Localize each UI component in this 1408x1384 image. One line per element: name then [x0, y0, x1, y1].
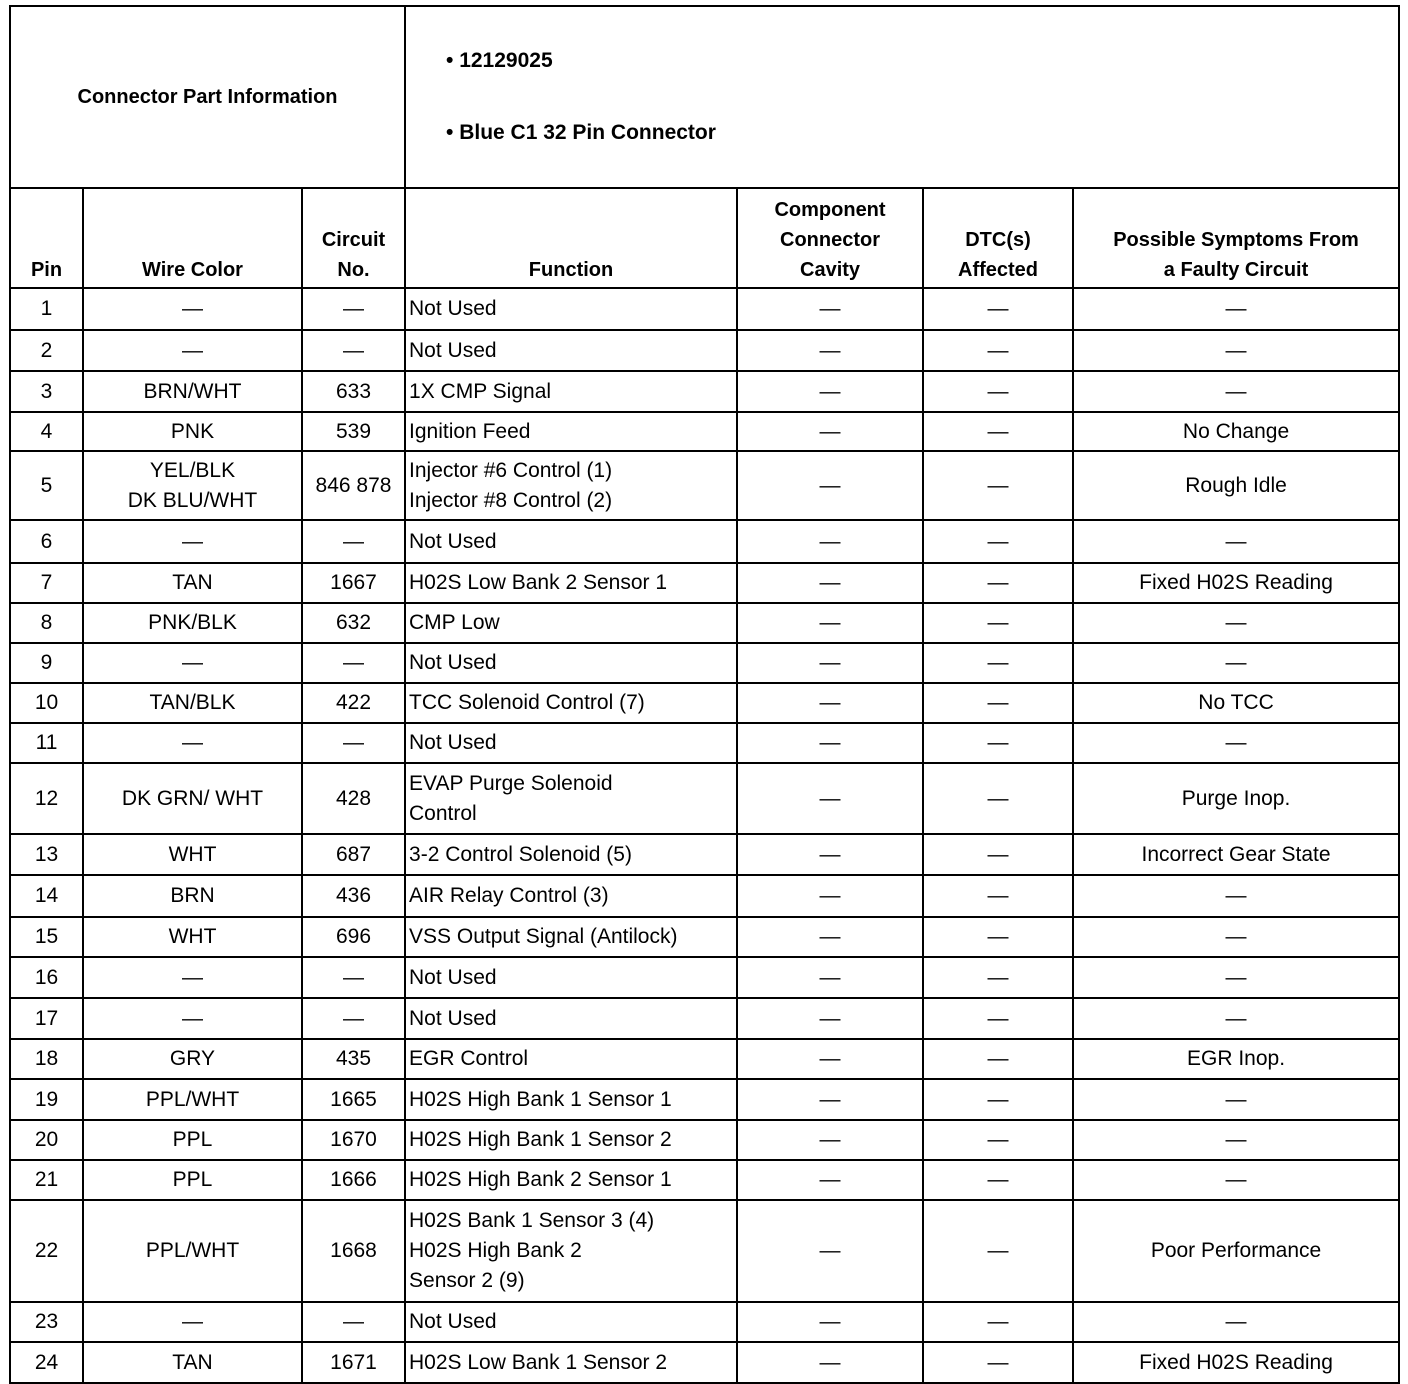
cell-component-cavity: —: [737, 957, 923, 998]
table-row: [10, 1160, 1399, 1200]
cell-component-cavity: —: [737, 998, 923, 1039]
cell-dtc-affected: —: [923, 1160, 1073, 1200]
cell-possible-symptoms: Poor Performance: [1073, 1200, 1399, 1302]
cell-wire-color: BRN: [83, 875, 302, 917]
cell-circuit-no: 1668: [302, 1200, 405, 1302]
cell-wire-color: DK GRN/ WHT: [83, 763, 302, 834]
cell-circuit-no: 539: [302, 412, 405, 451]
cell-dtc-affected: —: [923, 763, 1073, 834]
cell-wire-color: —: [83, 330, 302, 371]
table-row: [10, 563, 1399, 603]
table-row: [10, 957, 1399, 998]
cell-pin: 22: [10, 1200, 83, 1302]
cell-pin: 15: [10, 917, 83, 957]
cell-possible-symptoms: —: [1073, 603, 1399, 643]
cell-pin: 6: [10, 520, 83, 563]
table-row: [10, 1200, 1399, 1302]
cell-dtc-affected: —: [923, 723, 1073, 763]
cell-function: Injector #6 Control (1) Injector #8 Control (2): [405, 451, 737, 520]
table-row: [10, 520, 1399, 563]
cell-wire-color: —: [83, 643, 302, 683]
cell-circuit-no: 633: [302, 371, 405, 412]
cell-possible-symptoms: —: [1073, 1120, 1399, 1160]
cell-dtc-affected: —: [923, 1079, 1073, 1120]
cell-pin: 13: [10, 834, 83, 875]
cell-function: AIR Relay Control (3): [405, 875, 737, 917]
cell-component-cavity: —: [737, 763, 923, 834]
cell-possible-symptoms: —: [1073, 875, 1399, 917]
cell-pin: 12: [10, 763, 83, 834]
table-row: [10, 412, 1399, 451]
cell-pin: 7: [10, 563, 83, 603]
cell-pin: 21: [10, 1160, 83, 1200]
cell-wire-color: —: [83, 288, 302, 330]
cell-wire-color: GRY: [83, 1039, 302, 1079]
cell-possible-symptoms: Fixed H02S Reading: [1073, 1342, 1399, 1383]
cell-possible-symptoms: EGR Inop.: [1073, 1039, 1399, 1079]
table-row: [10, 603, 1399, 643]
cell-function: H02S High Bank 1 Sensor 2: [405, 1120, 737, 1160]
cell-pin: 20: [10, 1120, 83, 1160]
cell-wire-color: PPL/WHT: [83, 1079, 302, 1120]
cell-dtc-affected: —: [923, 643, 1073, 683]
cell-pin: 4: [10, 412, 83, 451]
cell-wire-color: PPL: [83, 1120, 302, 1160]
cell-circuit-no: 687: [302, 834, 405, 875]
cell-circuit-no: 846 878: [302, 451, 405, 520]
cell-circuit-no: 1667: [302, 563, 405, 603]
cell-possible-symptoms: —: [1073, 1302, 1399, 1342]
cell-pin: 5: [10, 451, 83, 520]
cell-component-cavity: —: [737, 1342, 923, 1383]
cell-possible-symptoms: —: [1073, 330, 1399, 371]
cell-component-cavity: —: [737, 834, 923, 875]
cell-circuit-no: —: [302, 998, 405, 1039]
cell-component-cavity: —: [737, 1302, 923, 1342]
cell-circuit-no: —: [302, 957, 405, 998]
cell-component-cavity: —: [737, 1200, 923, 1302]
header-pin: Pin: [10, 188, 83, 288]
table-row: [10, 763, 1399, 834]
cell-circuit-no: 422: [302, 683, 405, 723]
cell-wire-color: BRN/WHT: [83, 371, 302, 412]
table-row: [10, 875, 1399, 917]
cell-possible-symptoms: —: [1073, 1079, 1399, 1120]
cell-function: H02S Bank 1 Sensor 3 (4) H02S High Bank 2 Sensor 2 (9): [405, 1200, 737, 1302]
cell-wire-color: PNK/BLK: [83, 603, 302, 643]
cell-circuit-no: 436: [302, 875, 405, 917]
cell-dtc-affected: —: [923, 520, 1073, 563]
cell-dtc-affected: —: [923, 1120, 1073, 1160]
table-row: [10, 371, 1399, 412]
cell-pin: 10: [10, 683, 83, 723]
cell-possible-symptoms: Fixed H02S Reading: [1073, 563, 1399, 603]
cell-function: 3-2 Control Solenoid (5): [405, 834, 737, 875]
cell-function: Not Used: [405, 520, 737, 563]
cell-function: H02S High Bank 2 Sensor 1: [405, 1160, 737, 1200]
cell-circuit-no: —: [302, 288, 405, 330]
cell-dtc-affected: —: [923, 412, 1073, 451]
cell-component-cavity: —: [737, 288, 923, 330]
cell-circuit-no: —: [302, 520, 405, 563]
cell-wire-color: TAN: [83, 1342, 302, 1383]
cell-circuit-no: 435: [302, 1039, 405, 1079]
cell-component-cavity: —: [737, 603, 923, 643]
cell-circuit-no: —: [302, 643, 405, 683]
cell-possible-symptoms: Purge Inop.: [1073, 763, 1399, 834]
cell-possible-symptoms: No TCC: [1073, 683, 1399, 723]
cell-pin: 1: [10, 288, 83, 330]
cell-dtc-affected: —: [923, 288, 1073, 330]
cell-pin: 17: [10, 998, 83, 1039]
cell-possible-symptoms: —: [1073, 520, 1399, 563]
header-component-cavity: Component Connector Cavity: [737, 188, 923, 288]
cell-circuit-no: 1665: [302, 1079, 405, 1120]
cell-circuit-no: 1666: [302, 1160, 405, 1200]
cell-wire-color: PPL: [83, 1160, 302, 1200]
cell-function: Not Used: [405, 998, 737, 1039]
cell-possible-symptoms: —: [1073, 917, 1399, 957]
cell-component-cavity: —: [737, 875, 923, 917]
cell-circuit-no: —: [302, 1302, 405, 1342]
column-header-row: [10, 188, 1399, 288]
cell-component-cavity: —: [737, 1160, 923, 1200]
cell-function: Ignition Feed: [405, 412, 737, 451]
cell-dtc-affected: —: [923, 917, 1073, 957]
cell-wire-color: TAN/BLK: [83, 683, 302, 723]
cell-component-cavity: —: [737, 412, 923, 451]
cell-pin: 19: [10, 1079, 83, 1120]
cell-pin: 16: [10, 957, 83, 998]
cell-function: EVAP Purge Solenoid Control: [405, 763, 737, 834]
cell-function: EGR Control: [405, 1039, 737, 1079]
cell-function: Not Used: [405, 288, 737, 330]
cell-wire-color: —: [83, 957, 302, 998]
connector-part-number: • 12129025: [446, 49, 553, 72]
cell-component-cavity: —: [737, 683, 923, 723]
cell-component-cavity: —: [737, 1120, 923, 1160]
cell-function: Not Used: [405, 957, 737, 998]
table-row: [10, 1302, 1399, 1342]
connector-info-values: [405, 6, 1399, 188]
table-row: [10, 451, 1399, 520]
cell-wire-color: WHT: [83, 834, 302, 875]
cell-pin: 2: [10, 330, 83, 371]
cell-possible-symptoms: —: [1073, 371, 1399, 412]
cell-pin: 11: [10, 723, 83, 763]
cell-component-cavity: —: [737, 1039, 923, 1079]
cell-wire-color: —: [83, 723, 302, 763]
cell-pin: 24: [10, 1342, 83, 1383]
cell-function: 1X CMP Signal: [405, 371, 737, 412]
cell-circuit-no: —: [302, 723, 405, 763]
cell-possible-symptoms: —: [1073, 643, 1399, 683]
cell-dtc-affected: —: [923, 1200, 1073, 1302]
cell-component-cavity: —: [737, 723, 923, 763]
cell-pin: 23: [10, 1302, 83, 1342]
cell-circuit-no: 632: [302, 603, 405, 643]
cell-possible-symptoms: —: [1073, 723, 1399, 763]
cell-possible-symptoms: —: [1073, 288, 1399, 330]
cell-function: H02S Low Bank 2 Sensor 1: [405, 563, 737, 603]
header-circuit-no: Circuit No.: [302, 188, 405, 288]
connector-pinout-table: [9, 5, 1400, 1384]
cell-wire-color: —: [83, 1302, 302, 1342]
cell-function: Not Used: [405, 643, 737, 683]
cell-circuit-no: 1670: [302, 1120, 405, 1160]
cell-function: VSS Output Signal (Antilock): [405, 917, 737, 957]
cell-possible-symptoms: —: [1073, 998, 1399, 1039]
cell-component-cavity: —: [737, 1079, 923, 1120]
cell-component-cavity: —: [737, 520, 923, 563]
cell-function: Not Used: [405, 723, 737, 763]
table-row: [10, 643, 1399, 683]
cell-possible-symptoms: —: [1073, 1160, 1399, 1200]
cell-function: TCC Solenoid Control (7): [405, 683, 737, 723]
table-row: [10, 1079, 1399, 1120]
table-row: [10, 1120, 1399, 1160]
cell-wire-color: YEL/BLK DK BLU/WHT: [83, 451, 302, 520]
table-row: [10, 1342, 1399, 1383]
header-possible-symptoms: Possible Symptoms From a Faulty Circuit: [1073, 188, 1399, 288]
cell-circuit-no: 1671: [302, 1342, 405, 1383]
cell-dtc-affected: —: [923, 563, 1073, 603]
cell-dtc-affected: —: [923, 1039, 1073, 1079]
cell-dtc-affected: —: [923, 683, 1073, 723]
cell-pin: 3: [10, 371, 83, 412]
cell-dtc-affected: —: [923, 330, 1073, 371]
connector-info-label: Connector Part Information: [10, 6, 405, 188]
table-row: [10, 723, 1399, 763]
cell-dtc-affected: —: [923, 957, 1073, 998]
cell-possible-symptoms: No Change: [1073, 412, 1399, 451]
cell-component-cavity: —: [737, 917, 923, 957]
table-row: [10, 683, 1399, 723]
header-function: Function: [405, 188, 737, 288]
table-row: [10, 1039, 1399, 1079]
header-wire-color: Wire Color: [83, 188, 302, 288]
table-row: [10, 834, 1399, 875]
cell-dtc-affected: —: [923, 998, 1073, 1039]
cell-pin: 8: [10, 603, 83, 643]
cell-dtc-affected: —: [923, 371, 1073, 412]
table-row: [10, 330, 1399, 371]
cell-function: H02S Low Bank 1 Sensor 2: [405, 1342, 737, 1383]
cell-possible-symptoms: —: [1073, 957, 1399, 998]
cell-pin: 18: [10, 1039, 83, 1079]
cell-dtc-affected: —: [923, 834, 1073, 875]
cell-dtc-affected: —: [923, 1342, 1073, 1383]
cell-dtc-affected: —: [923, 451, 1073, 520]
cell-component-cavity: —: [737, 563, 923, 603]
cell-component-cavity: —: [737, 371, 923, 412]
cell-wire-color: PPL/WHT: [83, 1200, 302, 1302]
cell-function: CMP Low: [405, 603, 737, 643]
cell-wire-color: WHT: [83, 917, 302, 957]
cell-circuit-no: 696: [302, 917, 405, 957]
cell-component-cavity: —: [737, 330, 923, 371]
cell-dtc-affected: —: [923, 603, 1073, 643]
table-row: [10, 288, 1399, 330]
header-dtc-affected: DTC(s) Affected: [923, 188, 1073, 288]
cell-pin: 9: [10, 643, 83, 683]
cell-circuit-no: —: [302, 330, 405, 371]
connector-info-row: [10, 6, 1399, 188]
cell-wire-color: TAN: [83, 563, 302, 603]
cell-component-cavity: —: [737, 643, 923, 683]
cell-wire-color: PNK: [83, 412, 302, 451]
cell-pin: 14: [10, 875, 83, 917]
table-row: [10, 998, 1399, 1039]
cell-possible-symptoms: Rough Idle: [1073, 451, 1399, 520]
cell-dtc-affected: —: [923, 875, 1073, 917]
cell-wire-color: —: [83, 998, 302, 1039]
cell-wire-color: —: [83, 520, 302, 563]
cell-dtc-affected: —: [923, 1302, 1073, 1342]
cell-function: H02S High Bank 1 Sensor 1: [405, 1079, 737, 1120]
cell-component-cavity: —: [737, 451, 923, 520]
cell-function: Not Used: [405, 330, 737, 371]
cell-possible-symptoms: Incorrect Gear State: [1073, 834, 1399, 875]
cell-function: Not Used: [405, 1302, 737, 1342]
table-row: [10, 917, 1399, 957]
cell-circuit-no: 428: [302, 763, 405, 834]
connector-description: • Blue C1 32 Pin Connector: [446, 121, 716, 144]
